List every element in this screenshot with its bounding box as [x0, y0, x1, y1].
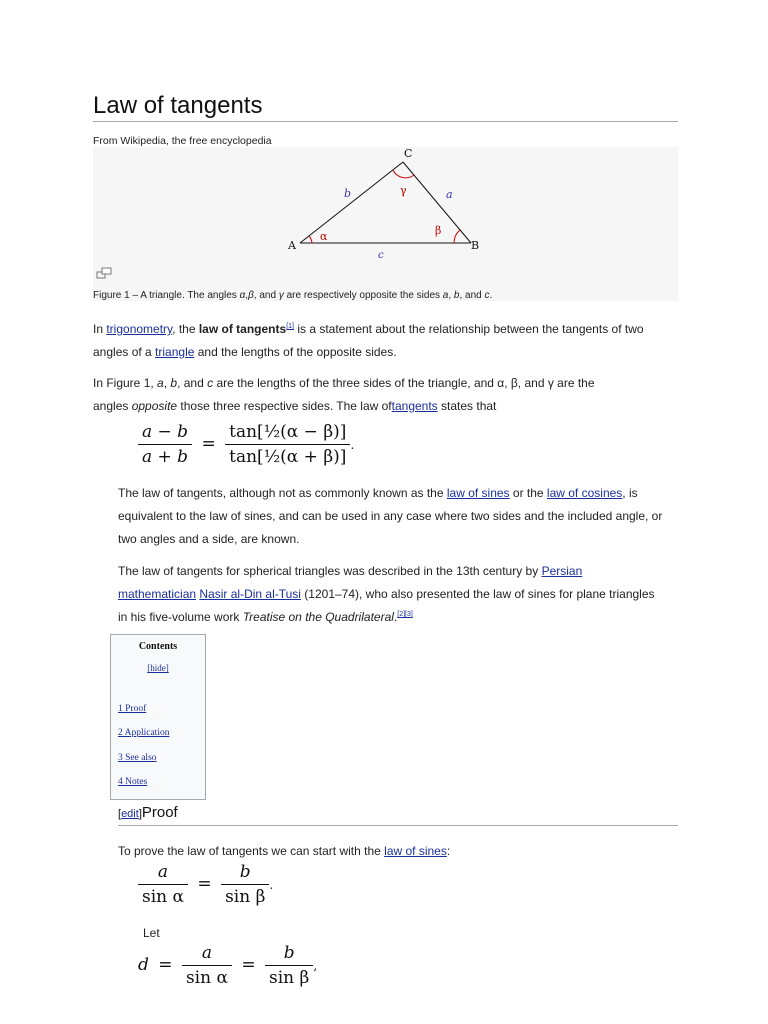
toc-item-application[interactable]: 2 Application — [118, 728, 170, 738]
tagline: From Wikipedia, the free encyclopedia — [93, 135, 272, 147]
ref-2-3[interactable]: [2][3] — [397, 611, 413, 618]
link-tangents[interactable]: tangents — [391, 399, 438, 413]
law-of-sines-formula: $\frac{a}{\text{sin α}}$ = $\frac{b}{\text{sin β}}$ . — [138, 862, 273, 907]
beta-label: β — [435, 224, 442, 237]
comparison-paragraph: The law of tangents, although not as commonly known as the law of sines or the law of cosines, is equivalent to the law of sines, and can be used in any case where two sides and the included angle, or two angles and a side, are known. — [118, 486, 663, 546]
vertex-c-label: C — [404, 147, 413, 160]
intro-paragraph: In trigonometry, the law of tangents[1] is a statement about the relationship between the tangents of two angles of a triangle and the lengths of the opposite sides. — [93, 322, 644, 359]
proof-intro-paragraph: To prove the law of tangents we can start with the law of sines: — [118, 844, 451, 858]
ref-1[interactable]: [1] — [286, 323, 294, 330]
alpha-arc — [309, 236, 312, 243]
toc-hide-link[interactable]: [hide] — [147, 663, 169, 673]
side-a-label: a — [446, 188, 453, 201]
gamma-label: γ — [400, 184, 407, 197]
beta-arc — [454, 230, 460, 243]
link-persian[interactable]: Persian — [541, 564, 583, 578]
page-title: Law of tangents — [93, 92, 263, 119]
link-mathematician[interactable]: mathematician — [118, 587, 197, 601]
toc-item-see-also[interactable]: 3 See also — [118, 753, 157, 763]
link-law-of-sines-proof[interactable]: law of sines — [384, 844, 447, 858]
let-text: Let — [143, 926, 160, 940]
figure-paragraph: In Figure 1, a, b, and c are the lengths of the three sides of the triangle, and α, β, and γ are the angles opposite those three respective sides. The law oftangents states that — [93, 376, 595, 413]
vertex-b-label: B — [471, 239, 480, 252]
side-b-label: b — [344, 187, 352, 200]
enlarge-icon — [97, 268, 111, 278]
triangle-figure — [93, 147, 678, 301]
history-paragraph: The law of tangents for spherical triangles was described in the 13th century by Persian mathematician Nasir al-Din al-Tusi (1201–74), who also presented the law of sines for plane triangles in his five-volume work Treatise on the Quadrilateral.[2][3] — [118, 564, 655, 624]
alpha-label: α — [320, 230, 328, 243]
link-triangle[interactable]: triangle — [155, 345, 195, 359]
d-definition-formula: d = $\frac{a}{\text{sin α}}$ = $\frac{b}{\text{sin β}}$ , — [138, 943, 318, 988]
edit-proof-link[interactable]: edit — [121, 808, 139, 820]
figure-box — [93, 147, 678, 301]
proof-divider — [118, 825, 678, 826]
side-c-label: c — [378, 250, 384, 261]
toc-item-proof[interactable]: 1 Proof — [118, 704, 147, 714]
link-law-of-sines[interactable]: law of sines — [446, 486, 510, 500]
section-heading-proof: [edit]Proof — [118, 804, 178, 821]
toc-title: Contents — [138, 641, 178, 652]
table-of-contents — [110, 634, 206, 800]
law-of-tangents-formula: $\frac{a - b}{a + b}$ = $\frac{\text{tan[½(α − β)]}}{\text{tan[½(α + β)]}}$ . — [138, 422, 354, 467]
title-divider — [93, 121, 678, 122]
link-law-of-cosines[interactable]: law of cosines — [546, 486, 623, 500]
link-nasir-al-din-al-tusi[interactable]: Nasir al-Din al-Tusi — [199, 587, 301, 601]
figure-caption: Figure 1 – A triangle. The angles α,β, and γ are respectively opposite the sides a, b, and c. — [93, 290, 493, 301]
toc-item-notes[interactable]: 4 Notes — [118, 777, 148, 787]
vertex-a-label: A — [288, 239, 296, 252]
side-b-line — [300, 162, 403, 243]
link-trigonometry[interactable]: trigonometry — [106, 322, 173, 336]
